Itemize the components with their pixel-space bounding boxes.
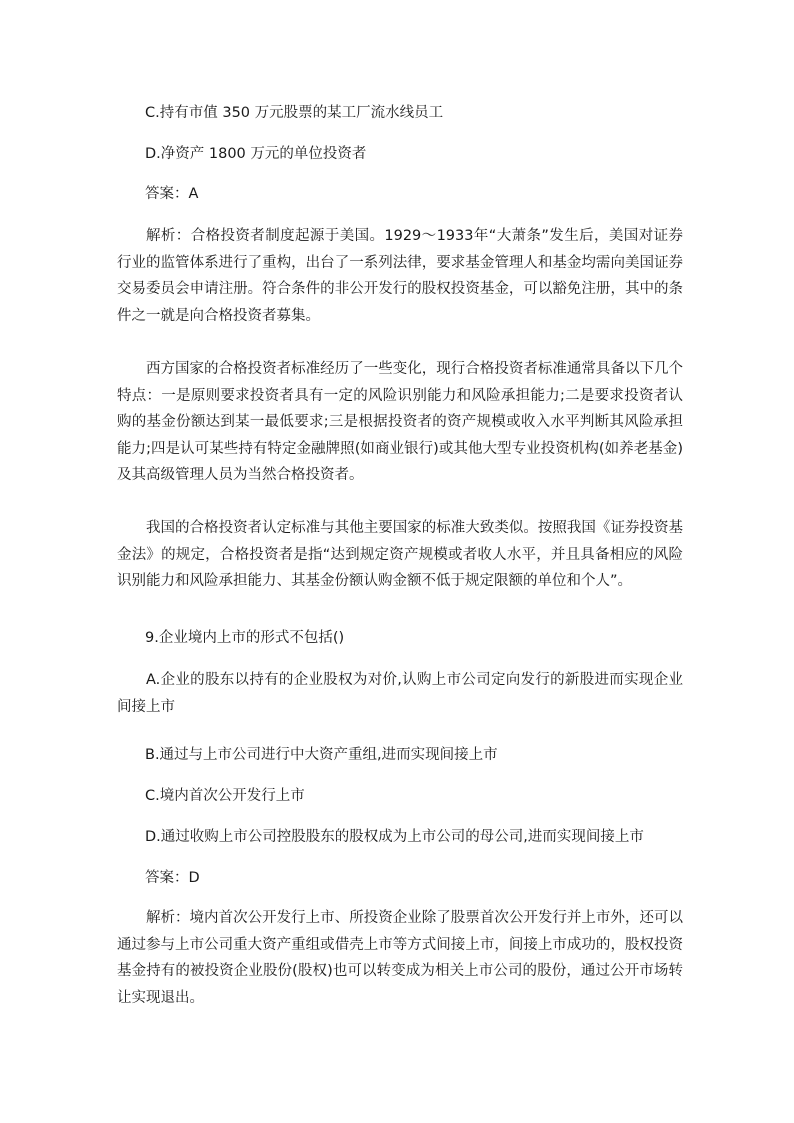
question-9-analysis: 解析：境内首次公开发行上市、所投资企业除了股票首次公开发行并上市外，还可以通过参与上市公司重大资产重组或借壳上市等方式间接上市，间接上市成功的，股权投资基金持有的被投资企业股份(股权)也可以转变成为相关上市公司的股份，通过公开市场转让实现退出。 (117, 910, 683, 1006)
option-d-prev: D.净资产 1800 万元的单位投资者 (145, 146, 367, 162)
question-9-option-a: A.企业的股东以持有的企业股权为对价,认购上市公司定向发行的新股进而实现企业间接上市 (117, 672, 683, 715)
question-9-answer: 答案：D (145, 870, 200, 886)
answer-prev: 答案：A (145, 186, 199, 202)
question-9-option-b: B.通过与上市公司进行中大资产重组,进而实现间接上市 (145, 747, 498, 763)
question-9-option-c: C.境内首次公开发行上市 (145, 788, 305, 804)
question-9-stem: 9.企业境内上市的形式不包括() (145, 630, 345, 646)
analysis-paragraph-2: 西方国家的合格投资者标准经历了一些变化，现行合格投资者标准通常具备以下几个特点：一是原则要求投资者具有一定的风险识别能力和风险承担能力;二是要求投资者认购的基金份额达到某一最低要求;三是根据投资者的资产规模或收入水平判断其风险承担能力;四是认可某些持有特定金融牌照(如商业银行)或其他大型专业投资机构(如养老基金)及其高级管理人员为当然合格投资者。 (117, 361, 683, 483)
analysis-paragraph-1: 解析：合格投资者制度起源于美国。1929～1933年“大萧条”发生后，美国对证券行业的监管体系进行了重构，出台了一系列法律，要求基金管理人和基金均需向美国证券交易委员会申请注册。符合条件的非公开发行的股权投资基金，可以豁免注册，其中的条件之一就是向合格投资者募集。 (117, 228, 683, 324)
question-9-option-d: D.通过收购上市公司控股股东的股权成为上市公司的母公司,进而实现间接上市 (145, 829, 644, 845)
option-c-prev: C.持有市值 350 万元股票的某工厂流水线员工 (145, 105, 444, 121)
analysis-paragraph-3: 我国的合格投资者认定标准与其他主要国家的标准大致类似。按照我国《证券投资基金法》的规定，合格投资者是指“达到规定资产规模或者收人水平，并且具备相应的风险识别能力和风险承担能力、其基金份额认购金额不低于规定限额的单位和个人”。 (117, 520, 683, 589)
